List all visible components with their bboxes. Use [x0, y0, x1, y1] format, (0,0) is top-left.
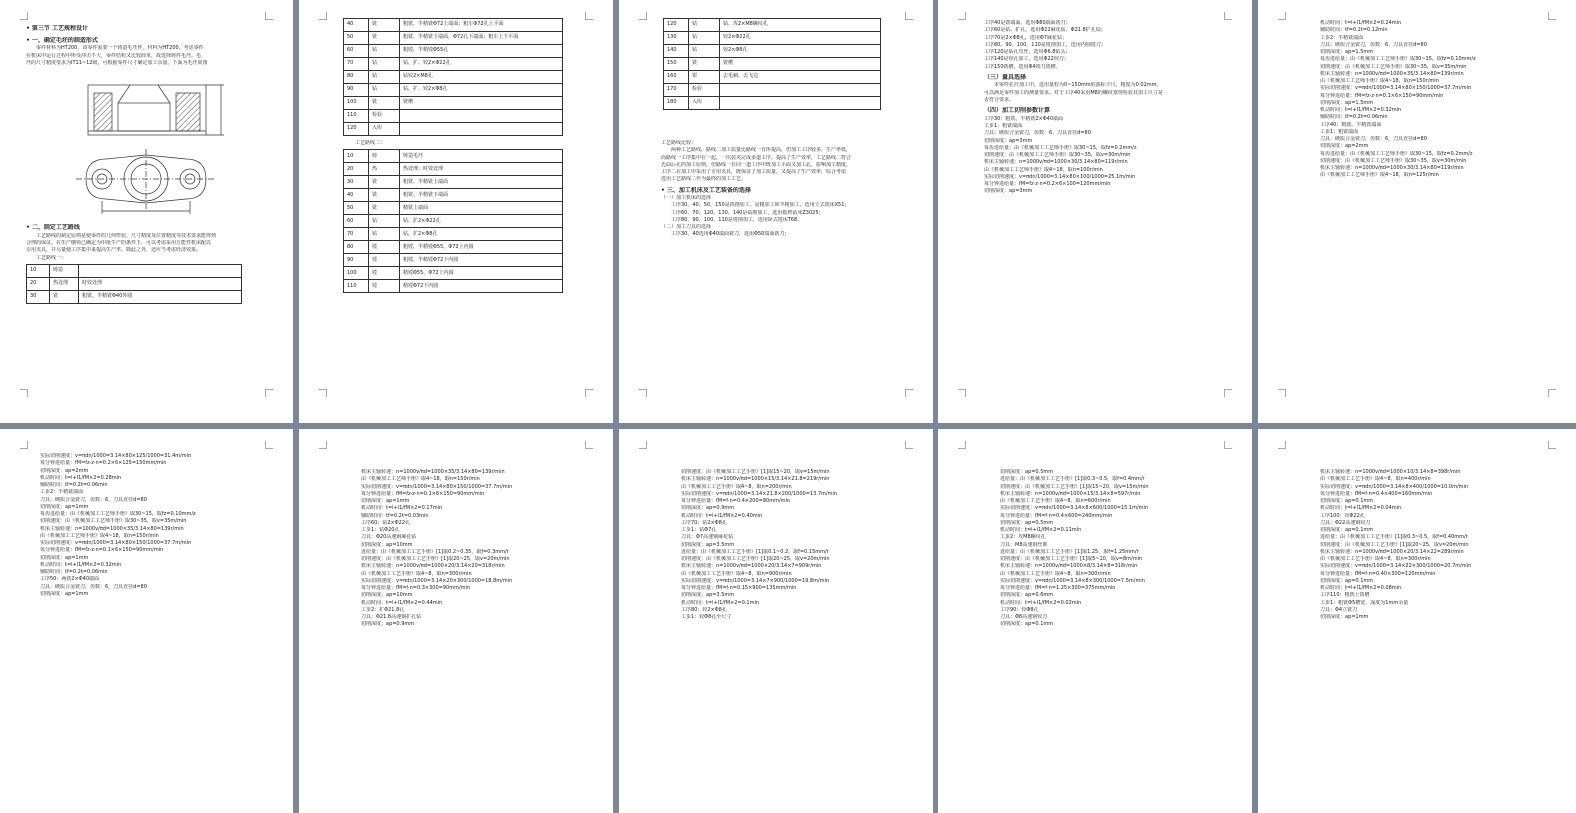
text-line: （二）加工刀具的选择	[661, 224, 712, 231]
table-row: 110 镗 精镗Φ72下内圆	[344, 280, 563, 293]
text-line: 可以满足零件加工的测量要求。对于工序40采用M8的螺纹塞规检验其加工尺寸是	[984, 89, 1163, 96]
process-route-table	[663, 18, 881, 110]
text-line: 机动时间：t=l+l1/fM×2=0.24min	[1320, 20, 1402, 26]
text-line: （一）加工机床的选择	[661, 195, 712, 202]
table-row: 100 铣 铣槽	[344, 97, 563, 110]
text-line: 进给量：由《机械加工工艺手册》[1]取0.3~0.5，取f=0.4mm/r	[1000, 476, 1145, 483]
text-line: 机床主轴转速：n=1000v/πd=1000×20/3.14×7=909r/min	[681, 563, 822, 570]
text-line: 切削速度：由《机械加工工艺师手册》取30~35，取v=30m/min	[984, 152, 1131, 159]
text-line: 机动时间：t=l+l1/fM×2=0.28min	[40, 474, 122, 481]
text-line: 进给量：由《机械加工工艺手册》[1]取1.25，取f=1.25mm/r	[1000, 548, 1139, 555]
crop-mark	[1278, 441, 1286, 449]
text-line: 由《机械加工工艺师手册》取4~18，取n=150r/min	[1320, 78, 1439, 84]
crop-mark	[905, 389, 913, 397]
table-row: 70 钻 钻、扩、铰2×Φ22孔	[344, 58, 563, 71]
text-line: 工步2：攻M8螺纹孔	[1000, 534, 1046, 541]
process-route-table	[26, 264, 242, 304]
section-heading: • 第三节 工艺规程设计	[26, 25, 89, 32]
text-line: 由《机械加工工艺手册》取4~8，取n=300r/min	[1320, 556, 1431, 562]
text-line: 辅助时间：tf=0.2t=0.06min	[40, 482, 108, 488]
table-row: 140 钻 铰2×Φ8孔	[664, 45, 881, 58]
crop-mark	[20, 441, 28, 449]
text-line: 切削深度：ap=10mm	[361, 541, 413, 548]
table-row: 160 钳 去毛刺、去飞边	[664, 71, 881, 84]
text-line: 实际切削速度：v=πdn/1000=3.14×20×300/1000=18.8m/min	[361, 577, 513, 584]
table-row: 80 钻 钻铰2×M8孔	[344, 71, 563, 84]
text-line: 工序70：钻2×Φ8孔	[681, 519, 727, 526]
document-page-10	[1258, 429, 1576, 813]
crop-mark	[585, 12, 593, 20]
table-row: 30 铣 粗铣、半精铣Φ40外圆	[27, 290, 242, 303]
text-line: 切削深度：ap=0.1mm	[1320, 498, 1374, 504]
document-page-7	[299, 429, 613, 813]
text-line: 工步2：半精铣端面	[40, 489, 84, 496]
table-row: 60 钻 粗镗、半精镗Φ55孔	[344, 45, 563, 58]
text-line: 每分钟进给量：fM=fz·z·n=0.2×6×100=120mm/min	[984, 181, 1111, 188]
table-row: 120 钻 钻、攻2×M8螺纹孔	[664, 19, 881, 32]
text-line: 实际切削速度：v=πdn/1000=3.14×22×300/1000=20.7m/min	[1320, 563, 1472, 570]
text-line: 刀具：Φ20高速钢麻花钻	[361, 534, 417, 541]
crop-mark	[1224, 441, 1232, 449]
text-line: 切削深度：ap=0.5mm	[1000, 469, 1054, 475]
text-line: 刀具：硬质合金铣刀，齿数：6，刀具直径d=80	[984, 130, 1091, 137]
text-line: 切削深度：ap=1mm	[1320, 614, 1369, 620]
table-caption: 工艺路线二：	[355, 140, 386, 146]
text-line: 切削速度：由《机械加工工艺手册》[1]取5~10，取v=8m/min	[1000, 556, 1143, 562]
text-line: 先面后孔的加工原则，但路线一在同一道工序中既加工平面又加工孔，影响加工精度，	[661, 161, 852, 168]
text-line: 每齿进给量：由《机械加工工艺师手册》取30~15，取fz=0.10mm/z	[1320, 56, 1476, 63]
document-page-6	[0, 429, 293, 813]
text-line: 刀具：硬质合金铣刀，齿数：6，刀具直径d=80	[1320, 136, 1427, 142]
document-page-3	[619, 0, 933, 423]
text-line: 每分钟进给量：fM=f·n=0.4×600=240mm/min	[1000, 512, 1113, 519]
text-line: 机床主轴转速：n=1000v/πd=1000×15/3.14×21.8=219r/min	[681, 476, 830, 483]
text-line: 切削深度：ap=10mm	[361, 592, 413, 599]
table-row: 30 铣 粗铣、半精铣上端面	[344, 176, 563, 189]
text-line: 工艺路线比较：	[661, 140, 697, 146]
text-line: 实际切削速度：v=πdn/1000=3.14×80×125/1000=31.4m/min	[40, 453, 192, 459]
text-line: 工序30：粗铣、半精铣2×Φ40端面	[984, 115, 1064, 122]
text-line: 切削速度：由《机械加工工艺手册》[1]取20~25，取v=20m/min	[681, 556, 830, 562]
text-line: 切削深度：ap=3.5mm	[681, 541, 735, 548]
text-line: 每分钟进给量：fM=fz·z·n=0.1×6×150=90mm/min	[40, 547, 164, 554]
table-row: 180 入库	[664, 97, 881, 110]
text-line: 由《机械加工工艺手册》取4~8，取n=300r/min	[361, 570, 472, 577]
crop-mark	[585, 389, 593, 397]
crop-mark	[1548, 389, 1556, 397]
text-line: 切削速度：由《机械加工工艺手册》[1]取20~25，取v=20m/min	[1320, 541, 1469, 548]
text-line: 辅助时间：tf=0.2t=0.06min	[1320, 114, 1388, 121]
text-line: 切削速度：由《机械加工工艺手册》[1]取20~25，取v=20m/min	[361, 556, 510, 562]
document-page-8	[619, 429, 933, 813]
text-line: 由《机械加工工艺师手册》取4~18，取n=125r/min	[1320, 172, 1439, 179]
text-line: 刀具：Φ8高速钢铰刀	[1000, 614, 1048, 620]
text-line: 否符合要求。	[984, 96, 1015, 103]
crop-mark	[958, 389, 966, 397]
text-line: 切削速度：由《机械加工工艺师手册》取30~35，取v=35m/min	[1320, 63, 1467, 70]
crop-mark	[1224, 12, 1232, 20]
part-drawing	[26, 71, 267, 221]
text-line: 工序140是铰孔加工，选用Φ22铰刀；	[984, 56, 1069, 63]
text-line: 由《机械加工工艺师手册》取4~18，取n=150r/min	[361, 476, 480, 483]
crop-mark	[905, 12, 913, 20]
text-line: 机动时间：t=l+l1/fM×2=0.11min	[1000, 527, 1082, 533]
text-line: 辅助时间：tf=0.2t=0.03min	[361, 512, 429, 519]
document-page-9	[938, 429, 1252, 813]
crop-mark	[639, 441, 647, 449]
text-line: 刀具：硬质合金铣刀，齿数：6，刀具直径d=80	[40, 496, 147, 503]
text-line: 机床主轴转速：n=1000v/πd=1000×8/3.14×8=318r/min	[1000, 563, 1138, 570]
text-line: 实际切削速度：v=πdn/1000=3.14×80×150/1000=37.7m/min	[40, 540, 192, 546]
text-line: 刀具：Φ22高速钢铰刀	[1320, 519, 1371, 526]
text-line: 刀具：硬质合金铣刀，齿数：6，刀具直径d=80	[40, 583, 147, 590]
text-line: 工序80、90、100、110是镗削加工，选用卧式镗床T68。	[661, 216, 803, 223]
text-line: 实际切削速度：v=πdn/1000=3.14×80×100/1000=25.1m/min	[984, 173, 1136, 180]
text-line: 每分钟进给量：fM=f·n=0.4×200=80mm/min	[681, 498, 791, 504]
crop-mark	[319, 389, 327, 397]
text-line: 由《机械加工工艺师手册》取4~18，取n=150r/min	[40, 532, 159, 539]
text-line: 机床主轴转速：n=1000v/πd=1000×10/3.14×8=398r/min	[1320, 469, 1461, 475]
text-line: 切削深度：ap=2mm	[40, 467, 89, 474]
text-line: 工步2：扩Φ21.8孔	[361, 606, 405, 613]
text-line: 切削速度：由《机械加工工艺手册》[1]取15~20，取v=15m/min	[1000, 483, 1149, 490]
crop-mark	[1224, 389, 1232, 397]
crop-mark	[265, 441, 273, 449]
text-line: 机床主轴转速：n=1000v/πd=1000×30/3.14×80=119r/min	[984, 159, 1128, 166]
text-line: 切削深度：ap=1.5mm	[1320, 99, 1374, 106]
text-line: 选用工艺路线二作为最终的加工工艺。	[661, 176, 747, 183]
text-line: 机动时间：t=l+l1/fM×2=0.40min	[681, 512, 763, 519]
crop-mark	[958, 12, 966, 20]
text-line: 工序50：两铣2×Φ40端面	[40, 576, 100, 583]
crop-mark	[1548, 441, 1556, 449]
subsection-heading: • 二、制定工艺路线	[26, 224, 80, 232]
text-line: 辅助时间：tf=0.2t=0.06min	[40, 569, 108, 575]
table-row: 80 镗 粗镗、半精镗Φ55、Φ72上内圆	[344, 241, 563, 254]
table-row: 50 铣 精铣上端面	[344, 202, 563, 215]
text-line: 机动时间：t=l+l1/fM×2=0.44min	[361, 599, 443, 606]
text-line: 每分钟进给量：fM=fz·z·n=0.1×6×150=90mm/min	[361, 490, 485, 497]
table-row: 90 钻 钻、扩、铰2×Φ8孔	[344, 84, 563, 97]
crop-mark	[20, 389, 28, 397]
text-line: 机动时间：t=l+l1/fM×2=0.32min	[40, 561, 122, 568]
text-line: 机床主轴转速：n=1000v/πd=1000×35/3.14×80=139r/min	[1320, 70, 1464, 77]
text-line: 切削深度：ap=1mm	[40, 590, 89, 597]
crop-mark	[905, 441, 913, 449]
subsection-heading: （四）加工切削参数计算	[984, 107, 1051, 115]
process-route-table	[343, 18, 563, 136]
text-line: 实际切削速度：v=πdn/1000=3.14×8×300/1000=7.5m/min	[1000, 577, 1145, 584]
text-line: 每分钟进给量：fM=f·n=0.40×300=120mm/min	[1320, 570, 1436, 577]
table-row: 170 检验	[664, 84, 881, 97]
text-line: 专用夹具，并尽量使工序集中来提高生产率。除此之外，还应当考虑经济效果。	[26, 247, 202, 254]
table-row: 100 镗 精镗Φ55、Φ72上内圆	[344, 267, 563, 280]
text-line: 切削深度：ap=0.5mm	[1000, 519, 1054, 526]
text-line: 机床主轴转速：n=1000v/πd=1000×35/3.14×80=139r/min	[361, 469, 505, 475]
crop-mark	[20, 12, 28, 20]
text-line: 工步1：钻Φ20孔	[361, 527, 400, 533]
text-line: 工艺路线的制定原则是使零件的几何形状、尺寸精度及位置精度等技术要求能得到	[26, 232, 217, 239]
text-line: 机动时间：t=l+l1/fM×2=0.1min	[681, 599, 759, 606]
crop-mark	[1548, 12, 1556, 20]
subsection-heading: （三）量具选择	[984, 73, 1027, 81]
crop-mark	[319, 12, 327, 20]
text-line: 而路线一工序集中在一起，一次装夹完成多道工序，提高了生产效率，工艺路线二符合	[661, 154, 852, 161]
subsection-heading: • 一、确定毛坯的制造形式	[26, 36, 98, 44]
table-row: 70 钻 钻、扩2×Φ8孔	[344, 228, 563, 241]
text-line: 工序90：铰Φ8孔	[1000, 606, 1039, 613]
text-line: 切削深度：ap=1mm	[361, 498, 410, 504]
text-line: 工步1：粗铣端面	[1320, 128, 1359, 135]
table-caption: 工艺路线一：	[26, 254, 67, 261]
text-line: 工序80：铰2×Φ8孔	[681, 606, 727, 613]
text-line: 进给量：由《机械加工工艺手册》[1]取0.1~0.2，取f=0.15mm/r	[681, 548, 829, 555]
text-line: 切削深度：ap=0.9mm	[681, 505, 735, 512]
text-line: 刀具：硬质合金铣刀，齿数：6，刀具直径d=80	[1320, 41, 1427, 48]
text-line: 合理的保证。在生产纲领已确定为中批生产的条件下，可以考虑采用万能性机床配以	[26, 240, 212, 247]
text-line: 切削深度：ap=0.1mm	[1000, 621, 1054, 628]
text-line: 切削深度：ap=3.5mm	[681, 592, 735, 599]
process-route-table	[343, 149, 563, 293]
text-line: 切削深度：ap=1.5mm	[1320, 49, 1374, 55]
text-line: 工步1：钻Φ7孔	[681, 527, 717, 533]
crop-mark	[319, 441, 327, 449]
text-line: 切削深度：ap=1mm	[40, 554, 89, 561]
text-line: 刀具：M8高速钢丝锥	[1000, 541, 1048, 548]
text-line: 工序80、90、100、110是镗削加工，选用内圆镗刀；	[984, 41, 1106, 48]
text-line: 切削深度：ap=3mm	[984, 188, 1033, 195]
text-line: 机床主轴转速：n=1000v/πd=1000×20/3.14×20=318r/min	[361, 563, 505, 570]
document-page-1	[0, 0, 293, 423]
text-line: 切削速度：由《机械加工工艺手册》[1]取15~20，取v=15m/min	[681, 469, 830, 475]
text-line: 每齿进给量：由《机械加工工艺师手册》取30~15，取fz=0.2mm/z	[1320, 150, 1473, 157]
table-row: 10 铸造	[27, 264, 242, 277]
crop-mark	[1278, 389, 1286, 397]
document-page-2	[299, 0, 613, 423]
text-line: 每分钟进给量：fM=f·n=0.4×400=160mm/min	[1320, 490, 1433, 497]
document-page-5	[1258, 0, 1576, 423]
text-line: 实际切削速度：v=πdn/1000=3.14×21.8×200/1000=13.7m/min	[681, 490, 838, 497]
text-line: 机动时间：t=l+l1/fM×2=0.02min	[1000, 599, 1082, 606]
crop-mark	[1278, 12, 1286, 20]
crop-mark	[265, 389, 273, 397]
document-page-4	[938, 0, 1252, 423]
table-row: 60 钻 钻、扩2×Φ22孔	[344, 215, 563, 228]
text-line: 机动时间：t=l+l1/fM×2=0.17min	[361, 505, 443, 512]
text-line: 由《机械加工工艺手册》取4~8，取n=600r/min	[1000, 498, 1111, 504]
text-line: 每齿进给量：由《机械加工工艺师手册》取30~15，取fz=0.10mm/z	[40, 511, 196, 517]
text-line: 实际切削速度：v=πdn/1000=3.14×8×400/1000=10.0m/min	[1320, 483, 1469, 490]
text-line: 切削深度：ap=0.6mm	[1000, 592, 1054, 599]
text-line: 进给量：由《机械加工工艺手册》[1]取0.2~0.35，取f=0.3mm/r	[361, 548, 509, 555]
table-row: 90 镗 粗镗、半精镗Φ72下内圆	[344, 254, 563, 267]
crop-mark	[265, 12, 273, 20]
text-line: 每齿进给量：由《机械加工工艺师手册》取30~15，取fz=0.2mm/z	[984, 144, 1137, 151]
crop-mark	[639, 389, 647, 397]
text-line: 每分钟进给量：fM=fz·z·n=0.2×6×125=150mm/min	[40, 460, 167, 467]
table-row: 130 钻 铰2×Φ22孔	[664, 32, 881, 45]
table-row: 110 检验	[344, 110, 563, 123]
text-line: 两种工艺路线，路线二加工质量比路线一有所提高，但加工工序较多，生产率低，	[661, 147, 852, 154]
text-line: 由《机械加工工艺手册》取4~8，取n=400r/min	[1320, 476, 1431, 483]
text-line: 工序70是2×Φ8孔，选用Φ7麻花钻；	[984, 34, 1067, 41]
text-line: 工序40是铣端面，选用Φ80端面铣刀；	[984, 20, 1071, 26]
text-line: 实际切削速度：v=πdn/1000=3.14×8×600/1000=15.1m/min	[1000, 505, 1149, 512]
text-line: 机床主轴转速：n=1000v/πd=1000×15/3.14×8=597r/min	[1000, 490, 1141, 497]
text-line: 工序60是钻、扩孔，选用Φ22麻花钻、Φ21.8扩孔钻；	[984, 27, 1106, 34]
text-line: 每分钟进给量：fM=fz·z·n=0.1×6×150=90mm/min	[1320, 92, 1444, 99]
table-row: 150 铣 铣槽	[664, 58, 881, 71]
crop-mark	[585, 441, 593, 449]
text-line: 切削速度：由《机械加工工艺师手册》取30~35，取v=30m/min	[1320, 157, 1467, 164]
text-line: 切削深度：ap=0.1mm	[1320, 577, 1374, 584]
text-line: 切削深度：ap=1mm	[40, 503, 89, 510]
text-line: 工步1：粗铣端面	[984, 123, 1023, 130]
text-line: 工步1：铰Φ8孔至尺寸	[681, 614, 732, 620]
table-row: 40 铣 粗铣、半精铣Φ72上端面；粗车Φ72孔上平面	[344, 19, 563, 32]
text-line: 切削速度：由《机械加工工艺师手册》取30~35，取v=35m/min	[40, 518, 187, 525]
text-line: 切削深度：ap=3mm	[984, 137, 1033, 144]
text-line: 每分钟进给量：fM=f·n=0.15×900=135mm/min	[681, 585, 797, 591]
text-line: 机床主轴转速：n=1000v/πd=1000×20/3.14×22=289r/min	[1320, 548, 1464, 555]
text-line: 工序40：粗铣、半精铣端面	[1320, 121, 1382, 128]
text-line: 工步1：粗铣Φ5槽宽，深度为1mm余量	[1320, 599, 1409, 606]
crop-mark	[958, 441, 966, 449]
text-line: 坯的尺寸精度要求为IT11~12级，可根据零件尺寸确定加工余量。下面为毛坯简图	[26, 59, 208, 66]
text-line: 切削深度：ap=2mm	[1320, 143, 1369, 150]
text-line: 由《机械加工工艺手册》取4~8，取n=200r/min	[681, 483, 792, 490]
text-line: 工序120是钻孔攻丝，选用Φ6.8钻头；	[984, 49, 1071, 55]
text-line: 工序150铣槽，选用Φ4铣刀铣槽。	[984, 63, 1061, 70]
text-line: 工序二在加工中采用了专用夹具，既保证了加工质量，又提高了生产效率，综合考虑	[661, 169, 847, 175]
text-line: 工序30、40选用Φ40端面铣刀，选用Φ50端面铣刀；	[661, 231, 790, 238]
text-line: 辅助时间：tf=0.2t=0.12min	[1320, 27, 1388, 34]
text-line: 由《机械加工工艺手册》取4~8，取n=900r/min	[681, 570, 792, 577]
text-line: 机动时间：t=l+l1/fM×2=0.04min	[1320, 505, 1402, 512]
text-line: 进给量：由《机械加工工艺手册》[1]取0.3~0.5，取f=0.40mm/r	[1320, 534, 1468, 541]
table-row: 20 热 热处理：时效处理	[344, 163, 563, 176]
text-line: 实际切削速度：v=πdn/1000=3.14×80×150/1000=37.7m/min	[361, 483, 513, 490]
text-line: 由《机械加工工艺师手册》取4~18，取n=100r/min	[984, 166, 1103, 173]
text-line: 每分钟进给量：fM=f·n=1.25×300=375mm/min	[1000, 585, 1116, 591]
text-line: 刀具：Φ4立铣刀	[1320, 606, 1358, 613]
text-line: 机动时间：t=l+l1/fM×2=0.08min	[1320, 585, 1402, 591]
text-line: 机动时间：t=l+l1/fM×2=0.32min	[1320, 107, 1402, 113]
text-line: 本零件孔径加工中，选用量程为0~150mm的游标卡尺，精度为0.02mm，	[984, 82, 1162, 89]
text-line: 工序60：钻2×Φ22孔	[361, 519, 411, 526]
text-line: 实际切削速度：v=πdn/1000=3.14×80×150/1000=37.7m/min	[1320, 85, 1472, 92]
text-line: 在机床中运行过程中所受冲击不大，零件结构又比较简单，故选择铸件毛坯。毛	[26, 52, 202, 59]
text-line: 实际切削速度：v=πdn/1000=3.14×7×900/1000=19.8m/min	[681, 577, 830, 584]
subsection-heading: • 三、加工机床及工艺装备的选择	[661, 186, 751, 194]
text-line: 工步2：半精铣端面	[1320, 34, 1364, 41]
text-line: 工序30、40、50、150是铣削加工，是粗加工和半精加工，选用立式铣床X51；	[661, 202, 850, 209]
table-row: 40 铣 粗铣、半精铣下端面	[344, 189, 563, 202]
section-view-drawing	[88, 85, 224, 135]
crop-mark	[639, 12, 647, 20]
table-row: 120 入库	[344, 123, 563, 136]
text-line: 零件材料为HT200，该零件需要一个铸造毛坯件，材料为HT200。考虑零件	[26, 45, 204, 52]
text-line: 每分钟进给量：fM=f·n=0.3×300=90mm/min	[361, 585, 471, 591]
table-row: 20 热处理 时效处理	[27, 277, 242, 290]
table-row: 10 铸 铸造毛坯	[344, 150, 563, 163]
text-line: 由《机械加工工艺手册》取4~8，取n=300r/min	[1000, 570, 1111, 577]
text-line: 切削深度：ap=0.1mm	[1320, 527, 1374, 533]
text-line: 工序110：粗铣上铣槽	[1320, 592, 1370, 599]
text-line: 机床主轴转速：n=1000v/πd=1000×35/3.14×80=139r/min	[40, 525, 184, 532]
text-line: 工序60、70、120、130、140是钻削加工，选用摇臂钻床Z3025；	[661, 209, 824, 216]
text-line: 工序100：铰Φ22孔	[1320, 512, 1365, 519]
text-line: 切削深度：ap=0.9mm	[361, 621, 415, 628]
text-line: 刀具：Φ21.8高速钢扩孔钻	[361, 614, 422, 620]
text-line: 刀具：Φ7高速钢麻花钻	[681, 534, 734, 541]
table-row: 50 铣 粗铣、半精铣下端面，Φ72孔下端面；粗车上下平面	[344, 32, 563, 45]
text-line: 机床主轴转速：n=1000v/πd=1000×30/3.14×80=119r/min	[1320, 165, 1464, 171]
plan-view-drawing	[76, 149, 216, 214]
